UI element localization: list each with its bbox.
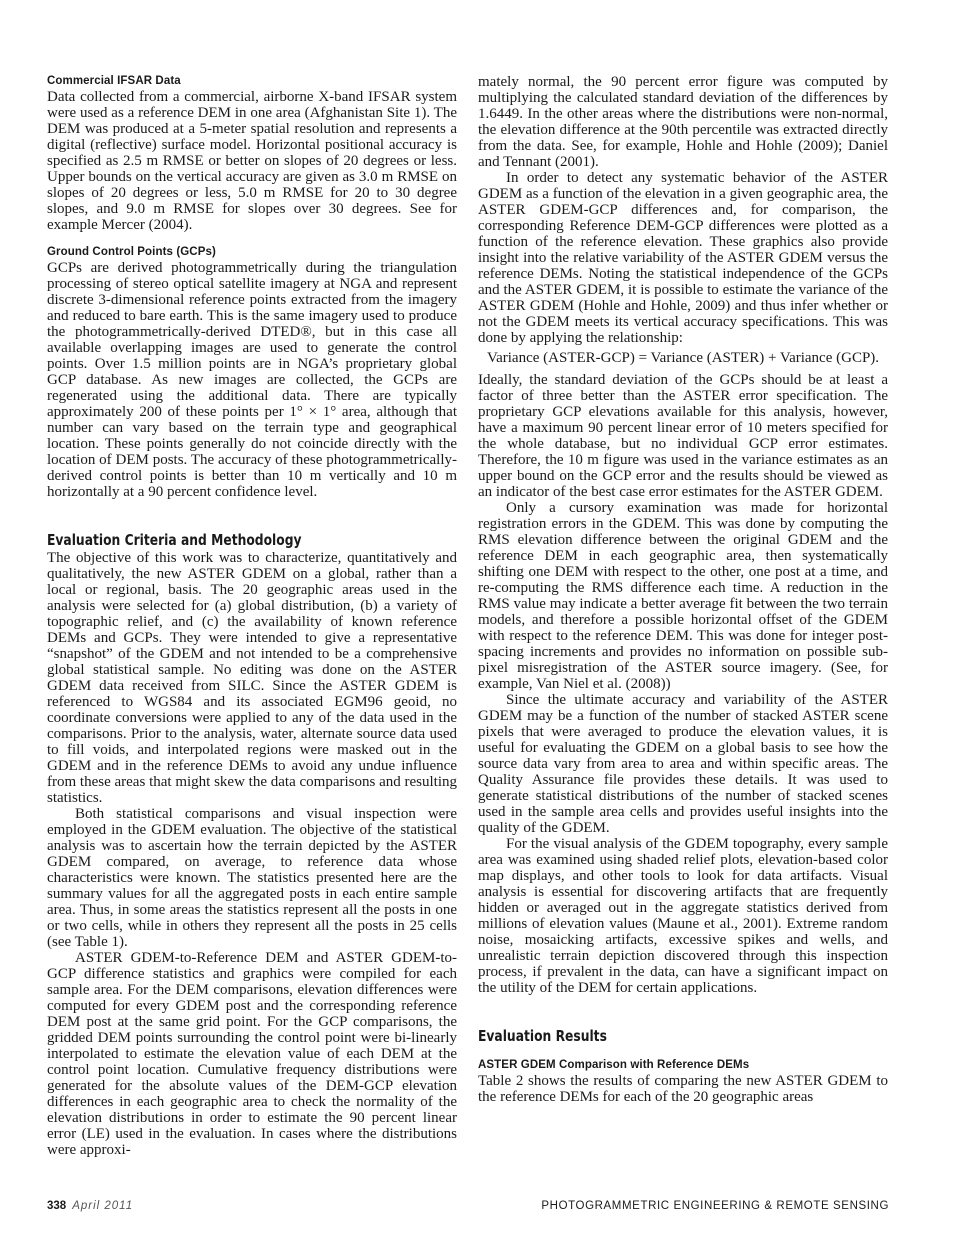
evaluation-criteria-paragraph-3: ASTER GDEM-to-Reference DEM and ASTER GDEM-to-GCP difference statistics and graphics were compiled for each sample area. For the DEM comparisons, elevation differences were computed for every GDEM post and the corresponding reference DEM post at the same grid point. For the GCP comparisons, the gridded DEM points surrounding the control point were bi-linearly interpolated to estimate the elevation value of each DEM at the control point location. Cumulative frequency distributions were generated for the absolute values of the DEM-GCP elevation differences in each geographic area to check the normality of the elevation distributions in order to estimate the 90 percent linear error (LE) used in the evaluation. In cases where the distributions were approxi- bbox=[47, 950, 457, 1158]
right-paragraph-5: Since the ultimate accuracy and variability of the ASTER GDEM may be a function of the number of stacked ASTER scene pixels that were averaged to produce the elevation values, it is useful for evaluating the GDEM on a global basis to see how the source data vary from area to area and within specific areas. The Quality Assurance file provides these details. It was used to generate statistical distributions of the number of stacked scenes used in the sample area cells and provides useful insights into the quality of the GDEM. bbox=[478, 692, 888, 836]
right-column bbox=[478, 74, 888, 1105]
evaluation-criteria-heading: Evaluation Criteria and Methodology bbox=[47, 531, 302, 549]
evaluation-results-heading: Evaluation Results bbox=[478, 1027, 607, 1045]
commercial-ifsar-paragraph: Data collected from a commercial, airborne X-band IFSAR system were used as a reference DEM in one area (Afghanistan Site 1). The DEM was produced at a 5-meter spatial resolution and represents a digital (reflective) surface model. Horizontal positional accuracy is specified as 2.5 m RMSE or better on slopes of 20 degrees or less. Upper bounds on the vertical accuracy are given as 3.0 m RMSE on slopes of 20 degrees or less, 5.0 m RMSE for 20 to 30 degree slopes, and 9.0 m RMSE for slopes over 30 degrees. See for example Mercer (2004). bbox=[47, 89, 457, 233]
evaluation-results-paragraph: Table 2 shows the results of comparing the new ASTER GDEM to the reference DEMs for each of the 20 geographic areas bbox=[478, 1073, 888, 1105]
right-paragraph-3: Ideally, the standard deviation of the GCPs should be at least a factor of three better than the ASTER error specification. The proprietary GCP elevations available for this analysis, however, have a maximum 90 percent linear error of 10 meters specified for the whole database, but no individual GCP error estimates. Therefore, the 10 m figure was used in the variance estimates as an upper bound on the GCP error and the results should be viewed as an indicator of the best case error estimates for the ASTER GDEM. bbox=[478, 372, 888, 500]
right-paragraph-6: For the visual analysis of the GDEM topography, every sample area was examined using shaded relief plots, elevation-based color map displays, and other tools to look for data artifacts. Visual analysis is essential for discovering artifacts that are frequently hidden or averaged out in the aggregate statistics derived from millions of elevation values (Maune et al., 2001). Extreme random noise, mosaicking artifacts, excessive spikes and wells, and unrealistic terrain depiction discovered through this inspection process, if prevalent in the data, can have a significant impact on the utility of the DEM for certain applications. bbox=[478, 836, 888, 996]
commercial-ifsar-heading: Commercial IFSAR Data bbox=[47, 75, 181, 87]
right-paragraph-4: Only a cursory examination was made for horizontal registration errors in the GDEM. This was done by computing the RMS elevation difference between the original GDEM and the reference DEM in each geographic area, then systematically shifting one DEM with respect to the other, one post at a time, and re-computing the RMS difference each time. A reduction in the RMS value may indicate a better average fit between the two terrain models, and therefore a possible horizontal offset of the GDEM with respect to the reference DEM. This was done for integer post-spacing increments and provides no information on possible sub-pixel misregistration of the ASTER source imagery. (See, for example, Van Niel et al. (2008)) bbox=[478, 500, 888, 692]
variance-equation: Variance (ASTER-GCP) = Variance (ASTER) + Variance (GCP). bbox=[486, 350, 880, 366]
aster-gdem-comparison-heading: ASTER GDEM Comparison with Reference DEMs bbox=[478, 1059, 750, 1071]
page-number: 338 bbox=[47, 1200, 67, 1212]
journal-name: PHOTOGRAMMETRIC ENGINEERING & REMOTE SENSING bbox=[541, 1200, 889, 1212]
left-column bbox=[47, 74, 457, 1158]
page-footer bbox=[47, 1200, 889, 1218]
right-paragraph-2: In order to detect any systematic behavior of the ASTER GDEM as a function of the elevation in a given geographic area, the ASTER GDEM-GCP differences and, for comparison, the corresponding Reference DEM-GCP differences were plotted as a function of the reference elevation. These graphics also provide insight into the relative variability of the ASTER GDEM versus the reference DEMs. Noting the statistical independence of the GCPs and the ASTER GDEM, it is possible to estimate the variance of the ASTER GDEM (Hohle and Hohle, 2009) and thus infer whether or not the GDEM meets its vertical accuracy specifications. This was done by applying the relationship: bbox=[478, 170, 888, 346]
evaluation-criteria-paragraph-1: The objective of this work was to characterize, quantitatively and qualitatively, the new ASTER GDEM on a global, rather than a local or regional, basis. The 20 geographic areas used in the analysis were selected for (a) global distribution, (b) a variety of topographic relief, and (c) the availability of known reference DEMs and GCPs. They were intended to give a representative “snapshot” of the GDEM and not intended to be a comprehensive global statistical sample. No editing was done on the ASTER GDEM data received from SILC. Since the ASTER GDEM is referenced to WGS84 and its associated EGM96 geoid, no coordinate conversions were applied to any of the data used in the comparisons. Prior to the analysis, water, alternate source data used to fill voids, and interpolated regions were masked out in the GDEM and in the reference DEMs to avoid any undue influence from these areas that might skew the data comparisons and resulting statistics. bbox=[47, 550, 457, 806]
evaluation-criteria-paragraph-2: Both statistical comparisons and visual inspection were employed in the GDEM evaluation. The objective of the statistical analysis was to ascertain how the terrain depicted by the ASTER GDEM compared, on average, to reference data whose characteristics were known. The statistics presented here are the summary values for all the aggregated posts in each entire sample area. Thus, in some areas the statistics represent all the posts in one or two cells, while in others they represent all the posts in 25 cells (see Table 1). bbox=[47, 806, 457, 950]
gcps-paragraph: GCPs are derived photogrammetrically during the triangulation processing of stereo optical satellite imagery at NGA and represent discrete 3-dimensional reference points extracted from the imagery and reduced to bare earth. This is the same imagery used to produce the photogrammetrically-derived DTED®, but in this case all available overlapping images are used to generate the control points. Over 1.5 million points are in NGA’s proprietary global GCP database. As new images are collected, the GCPs are regenerated using the additional data. There are typically approximately 200 of these points per 1° × 1° area, although that number can vary based on the terrain type and geographical location. These points generally do not coincide directly with the location of DEM posts. The accuracy of these photogrammetrically-derived control points is better than 10 m vertically and 10 m horizontally at a 90 percent confidence level. bbox=[47, 260, 457, 500]
gcps-heading: Ground Control Points (GCPs) bbox=[47, 246, 216, 258]
issue-date: April 2011 bbox=[72, 1200, 134, 1212]
right-paragraph-1: mately normal, the 90 percent error figure was computed by multiplying the calculated standard deviation of the differences by 1.6449. In the other areas where the distributions were non-normal, the elevation difference at the 90th percentile was extracted directly from the data. See, for example, Hohle and Hohle (2009); Daniel and Tennant (2001). bbox=[478, 74, 888, 170]
